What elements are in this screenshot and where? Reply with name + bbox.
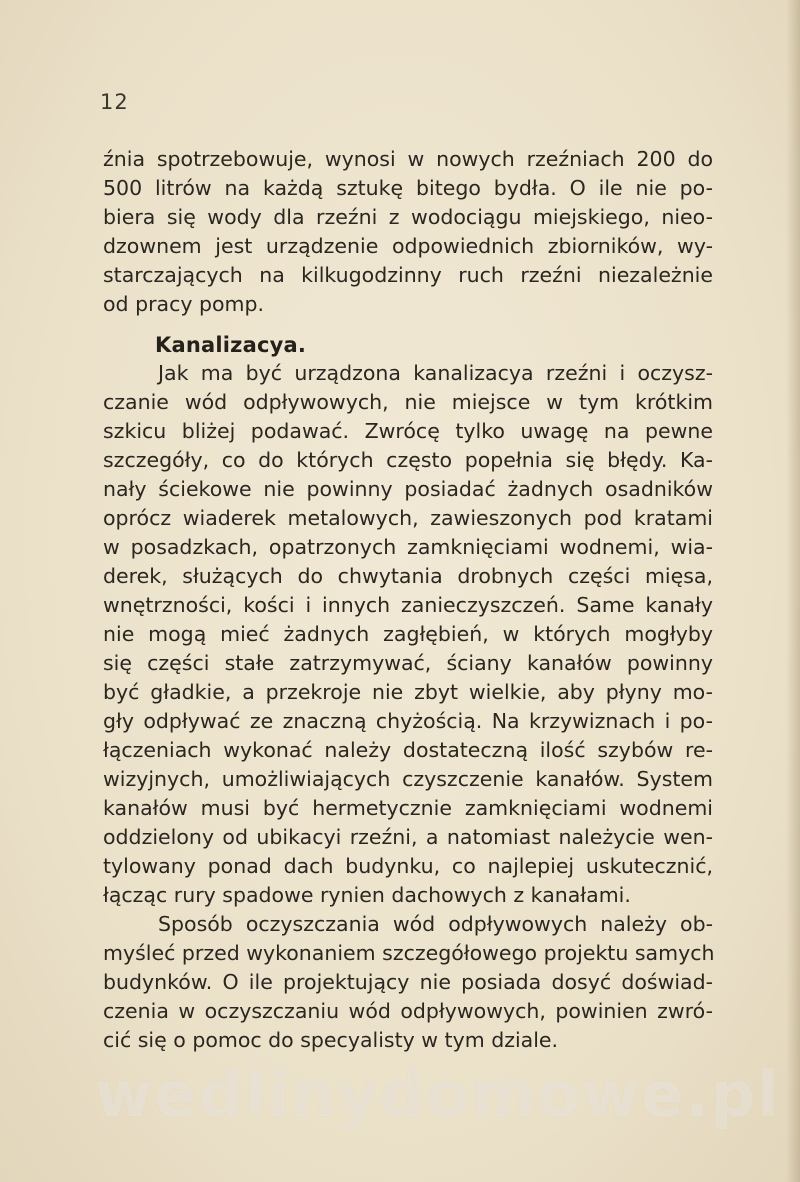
text-line: Sposób oczyszczania wód odpływowych należy ob- (158, 912, 713, 936)
text-line: źnia spotrzebowuje, wynosi w nowych rzeźniach 200 do (103, 147, 713, 171)
text-line: wnętrzności, kości i innych zanieczyszczeń. Same kanały (103, 593, 713, 617)
text-line: gły odpływać ze znaczną chyżością. Na krzywiznach i po- (103, 709, 713, 733)
text-line: starczających na kilkugodzinny ruch rzeźni niezależnie (103, 263, 713, 287)
page-number: 12 (100, 90, 129, 114)
body-text (103, 145, 713, 1055)
text-line: budynków. O ile projektujący nie posiada dosyć doświad- (103, 970, 713, 994)
text-line: cić się o pomoc do specyalisty w tym dziale. (103, 1028, 559, 1052)
page-edge-shadow (786, 0, 800, 1182)
text-line: łącząc rury spadowe rynien dachowych z kanałami. (103, 883, 631, 907)
text-line: tylowany ponad dach budynku, co najlepiej uskutecznić, (103, 854, 713, 878)
text-line: szkicu bliżej podawać. Zwrócę tylko uwagę na pewne (103, 419, 713, 443)
text-line: dzownem jest urządzenie odpowiednich zbiorników, wy- (103, 234, 713, 258)
text-line: wizyjnych, umożliwiających czyszczenie kanałów. System (103, 767, 713, 791)
text-line: myśleć przed wykonaniem szczegółowego projektu samych (103, 941, 715, 965)
text-line: biera się wody dla rzeźni z wodociągu miejskiego, nieo- (103, 205, 713, 229)
text-line: nie mogą mieć żadnych zagłębień, w których mogłyby (103, 622, 713, 646)
text-line: oddzielony od ubikacyi rzeźni, a natomiast należycie wen- (103, 825, 713, 849)
text-line: być gładkie, a przekroje nie zbyt wielkie, aby płyny mo- (103, 680, 713, 704)
text-line: derek, służących do chwytania drobnych części mięsa, (103, 564, 713, 588)
text-line: od pracy pomp. (103, 292, 265, 316)
text-line: czanie wód odpływowych, nie miejsce w tym krótkim (103, 390, 713, 414)
watermark: wedlinydomowe.pl (95, 1058, 781, 1131)
text-line: w posadzkach, opatrzonych zamknięciami wodnemi, wia- (103, 535, 713, 559)
text-line: się części stałe zatrzymywać, ściany kanałów powinny (103, 651, 713, 675)
text-line: Jak ma być urządzona kanalizacya rzeźni i oczysz- (158, 361, 713, 385)
text-line: kanałów musi być hermetycznie zamknięciami wodnemi (103, 796, 713, 820)
text-line: łączeniach wykonać należy dostateczną ilość szybów re- (103, 738, 713, 762)
text-line: szczegóły, co do których często popełnia się błędy. Ka- (103, 448, 713, 472)
text-line: nały ściekowe nie powinny posiadać żadnych osadników (103, 477, 713, 501)
text-line: czenia w oczyszczaniu wód odpływowych, powinien zwró- (103, 999, 713, 1023)
text-line: 500 litrów na każdą sztukę bitego bydła. O ile nie po- (103, 176, 713, 200)
section-heading: Kanalizacya. (155, 333, 307, 357)
text-line: oprócz wiaderek metalowych, zawieszonych pod kratami (103, 506, 713, 530)
